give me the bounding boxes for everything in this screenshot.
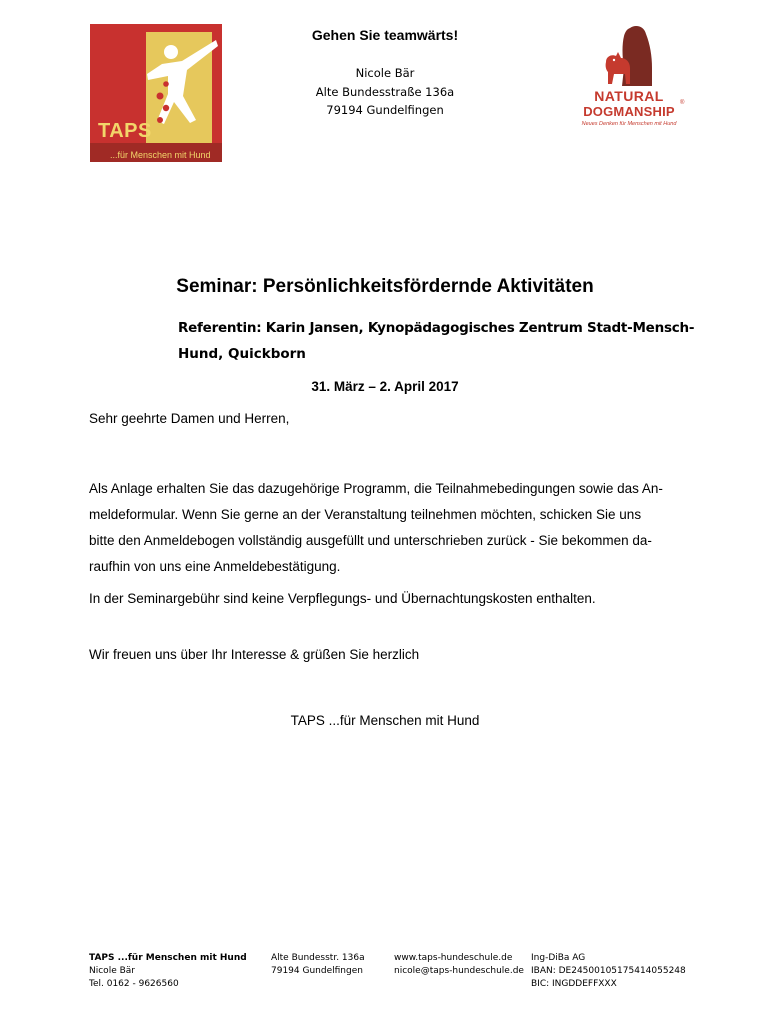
paragraph-1-line-2: meldeformular. Wenn Sie gerne an der Veranstaltung teilnehmen möchten, schicken Sie uns <box>89 507 642 522</box>
footer-street: Alte Bundesstr. 136a <box>271 953 365 963</box>
footer-city: 79194 Gundelfingen <box>271 966 363 976</box>
referent-line-2: Hund, Quickborn <box>178 346 306 362</box>
seminar-date: 31. März – 2. April 2017 <box>311 379 459 394</box>
header-name: Nicole Bär <box>355 66 415 80</box>
signature: TAPS ...für Menschen mit Hund <box>290 713 480 728</box>
footer-bic: BIC: INGDDEFFXXX <box>531 979 617 989</box>
dog-and-person-icon <box>572 22 686 88</box>
footer-column-bank <box>531 952 686 991</box>
natural-dogmanship-line1: NATURAL <box>594 88 664 104</box>
registered-mark: ® <box>680 100 685 106</box>
paragraph-3: Wir freuen uns über Ihr Interesse & grüßen Sie herzlich <box>89 647 420 662</box>
referent-line-1: Referentin: Karin Jansen, Kynopädagogisches Zentrum Stadt-Mensch- <box>178 320 695 336</box>
footer-bank: Ing-DiBa AG <box>531 953 586 963</box>
footer-phone: Tel. 0162 - 9626560 <box>89 979 179 989</box>
footer-column-contact <box>89 952 247 991</box>
paragraph-1-line-3: bitte den Anmeldebogen vollständig ausgefüllt und unterschrieben zurück - Sie bekommen da- <box>89 533 652 548</box>
taps-logo-word: TAPS <box>98 120 152 142</box>
motto: Gehen Sie teamwärts! <box>311 27 459 43</box>
paragraph-1-line-4: raufhin von uns eine Anmeldebestätigung. <box>89 559 341 574</box>
natural-dogmanship-logo <box>572 22 686 132</box>
header-street: Alte Bundesstraße 136a <box>315 85 455 99</box>
natural-dogmanship-subtitle: Neues Denken für Menschen mit Hund <box>581 121 677 127</box>
taps-logo-tagline: ...für Menschen mit Hund <box>110 150 211 160</box>
paragraph-1-line-1: Als Anlage erhalten Sie das dazugehörige Programm, die Teilnahmebedingungen sowie das An- <box>89 481 663 496</box>
natural-dogmanship-line2: DOGMANSHIP <box>583 104 675 119</box>
footer-column-address <box>271 952 365 978</box>
footer-company: TAPS ...für Menschen mit Hund <box>89 953 247 963</box>
taps-logo <box>90 24 222 162</box>
footer-column-web <box>394 952 524 978</box>
footer-iban: IBAN: DE24500105175414055248 <box>531 966 686 976</box>
footer-website-link[interactable]: www.taps-hundeschule.de <box>394 953 513 963</box>
seminar-title: Seminar: Persönlichkeitsfördernde Aktivitäten <box>176 276 594 297</box>
footer-email-link[interactable]: nicole@taps-hundeschule.de <box>394 966 524 976</box>
footer-name: Nicole Bär <box>89 966 135 976</box>
greeting: Sehr geehrte Damen und Herren, <box>89 411 290 426</box>
paragraph-2: In der Seminargebühr sind keine Verpflegungs- und Übernachtungskosten enthalten. <box>89 591 596 606</box>
header-city: 79194 Gundelfingen <box>326 103 444 117</box>
